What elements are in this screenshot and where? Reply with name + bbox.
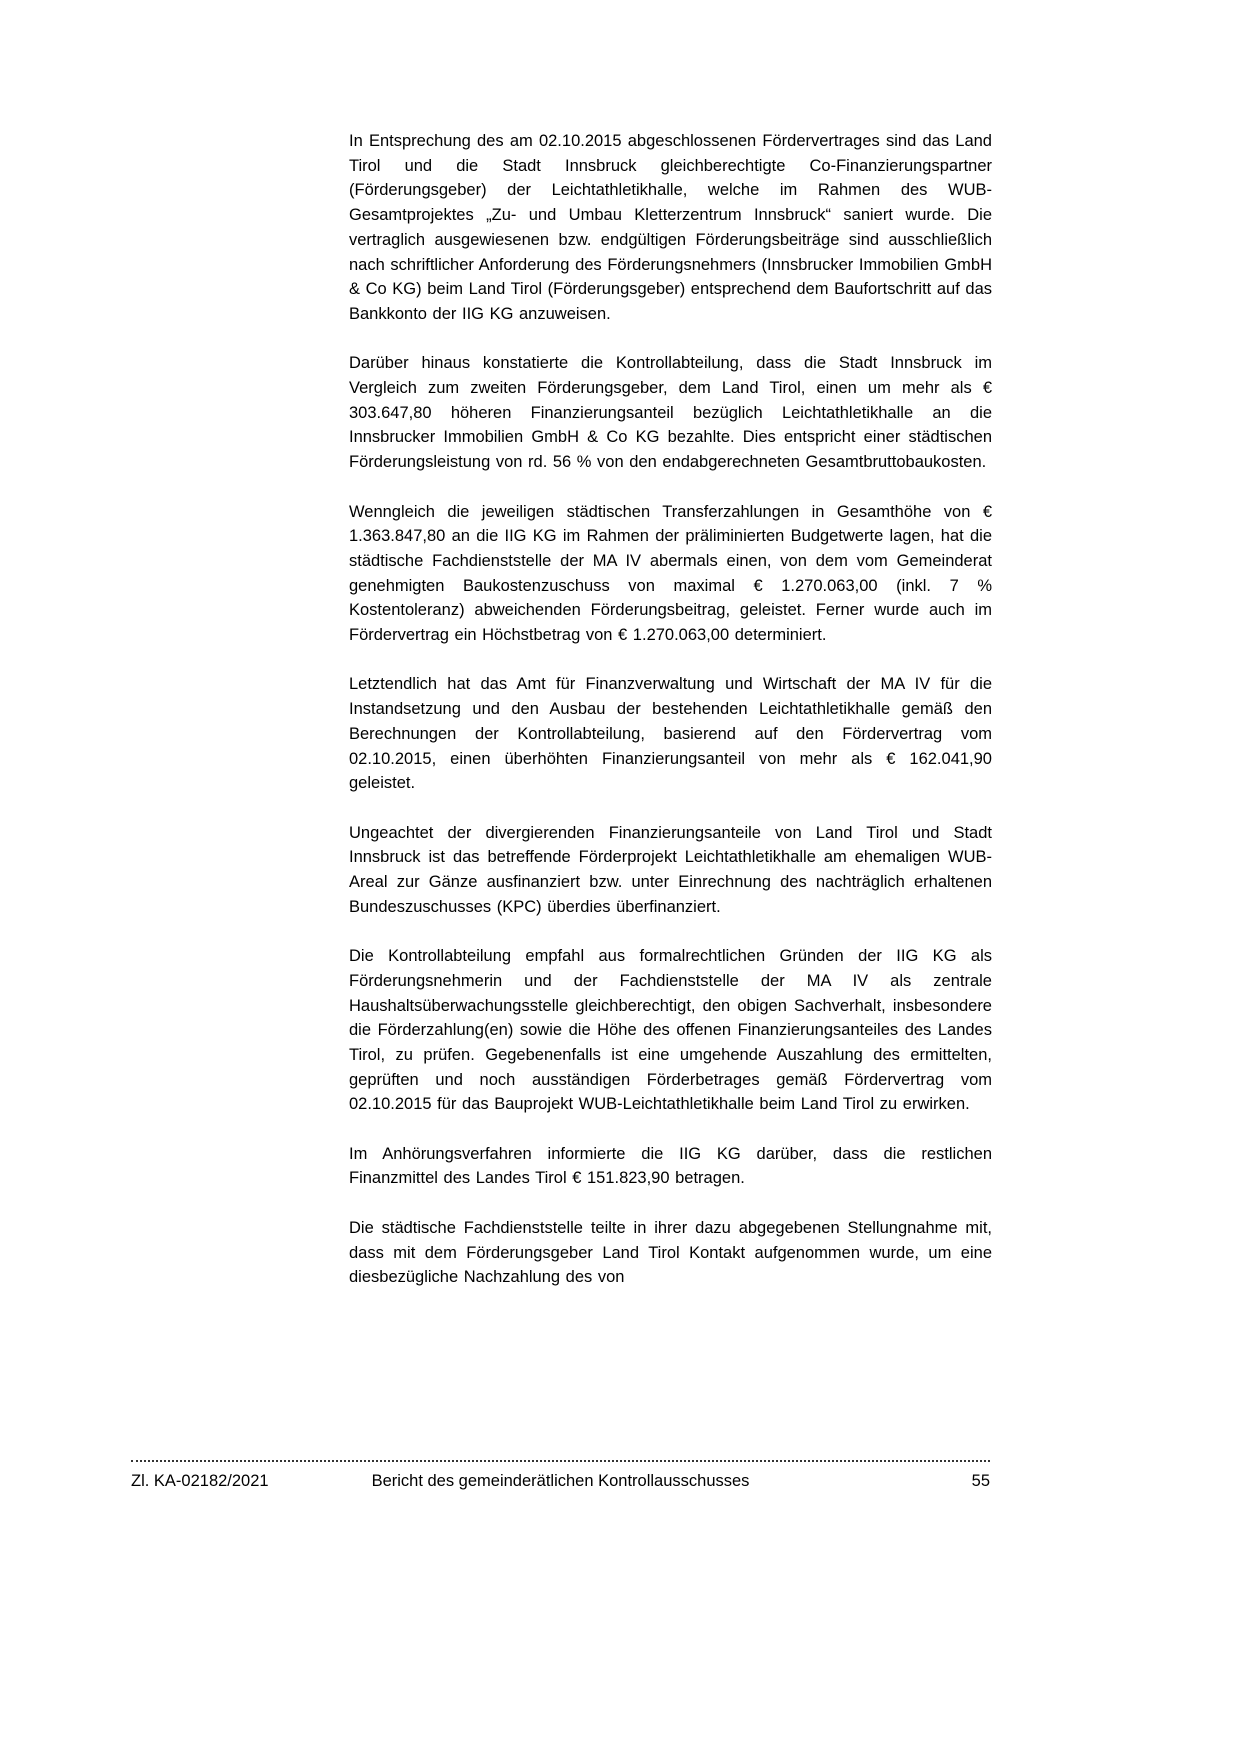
paragraph: Die Kontrollabteilung empfahl aus formalrechtlichen Gründen der IIG KG als Förderungsnehmerin und der Fachdienststelle der MA IV als zentrale Haushaltsüberwachungsstelle gleichberechtigt, den obigen Sachverhalt, insbesondere die Förderzahlung(en) sowie die Höhe des offenen Finanzierungsanteiles des Landes Tirol, zu prüfen. Gegebenenfalls ist eine umgehende Auszahlung des ermittelten, geprüften und noch ausständigen Förderbetrages gemäß Fördervertrag vom 02.10.2015 für das Bauprojekt WUB-Leichtathletikhalle beim Land Tirol zu erwirken. [349,947,992,1114]
footer-text-row [131,1470,990,1492]
paragraph: Ungeachtet der divergierenden Finanzierungsanteile von Land Tirol und Stadt Innsbruck ist das betreffende Förderprojekt Leichtathletikhalle am ehemaligen WUB-Areal zur Gänze ausfinanziert bzw. unter Einrechnung des nachträglich erhaltenen Bundeszuschusses (KPC) überdies überfinanziert. [349,823,992,916]
paragraph: Wenngleich die jeweiligen städtischen Transferzahlungen in Gesamthöhe von € 1.363.847,80 an die IIG KG im Rahmen der präliminierten Budgetwerte lagen, hat die städtische Fachdienststelle der MA IV abermals einen, von dem vom Gemeinderat genehmigten Baukostenzuschuss von maximal € 1.270.063,00 (inkl. 7 % Kostentoleranz) abweichenden Förderungsbeitrag, geleistet. Ferner wurde auch im Fördervertrag ein Höchstbetrag von € 1.270.063,00 determiniert. [349,502,992,645]
paragraph: Letztendlich hat das Amt für Finanzverwaltung und Wirtschaft der MA IV für die Instandsetzung und den Ausbau der bestehenden Leichtathletikhalle gemäß den Berechnungen der Kontrollabteilung, basierend auf den Fördervertrag vom 02.10.2015, einen überhöhten Finanzierungsanteil von mehr als € 162.041,90 geleistet. [349,675,992,793]
page-footer [131,1460,990,1492]
paragraph: Die städtische Fachdienststelle teilte in ihrer dazu abgegebenen Stellungnahme mit, dass mit dem Förderungsgeber Land Tirol Kontakt aufgenommen wurde, um eine diesbezügliche Nachzahlung des von [349,1218,992,1287]
footer-title: Bericht des gemeinderätlichen Kontrollausschusses [371,1472,750,1490]
paragraph: Im Anhörungsverfahren informierte die IIG KG darüber, dass die restlichen Finanzmittel des Landes Tirol € 151.823,90 betragen. [349,1144,992,1188]
document-reference: Zl. KA-02182/2021 [131,1472,269,1490]
footer-divider [131,1460,990,1462]
paragraph: Darüber hinaus konstatierte die Kontrollabteilung, dass die Stadt Innsbruck im Vergleich zum zweiten Förderungsgeber, dem Land Tirol, einen um mehr als € 303.647,80 höheren Finanzierungsanteil bezüglich Leichtathletikhalle an die Innsbrucker Immobilien GmbH & Co KG bezahlte. Dies entspricht einer städtischen Förderungsleistung von rd. 56 % von den endabgerechneten Gesamtbruttobaukosten. [349,354,992,472]
paragraph: In Entsprechung des am 02.10.2015 abgeschlossenen Fördervertrages sind das Land Tirol und die Stadt Innsbruck gleichberechtigte Co-Finanzierungspartner (Förderungsgeber) der Leichtathletikhalle, welche im Rahmen des WUB-Gesamtprojektes „Zu- und Umbau Kletterzentrum Innsbruck“ saniert wurde. Die vertraglich ausgewiesenen bzw. endgültigen Förderungsbeiträge sind ausschließlich nach schriftlicher Anforderung des Förderungsnehmers (Innsbrucker Immobilien GmbH & Co KG) beim Land Tirol (Förderungsgeber) entsprechend dem Baufortschritt auf das Bankkonto der IIG KG anzuweisen. [349,132,992,323]
report-body [349,129,992,1290]
page-number: 55 [971,1472,990,1490]
